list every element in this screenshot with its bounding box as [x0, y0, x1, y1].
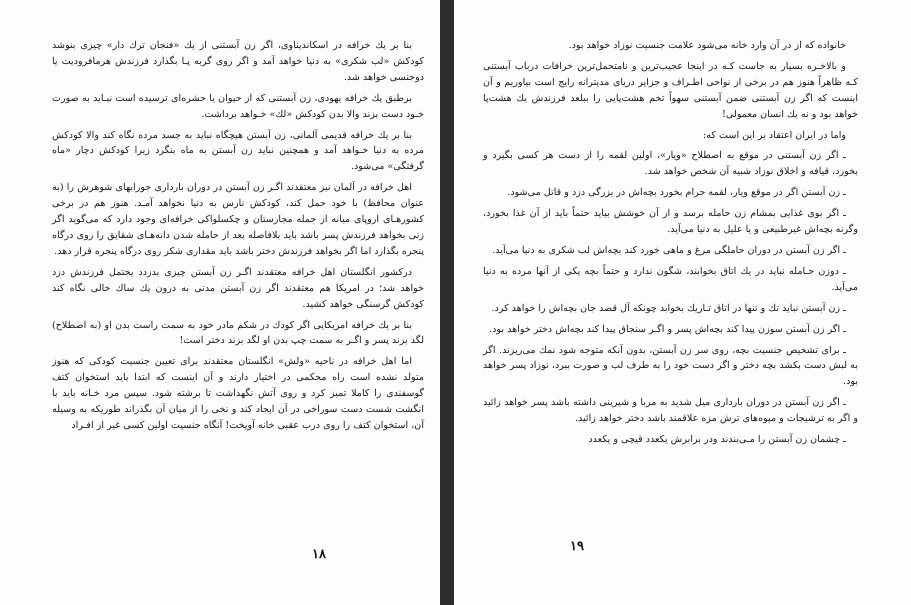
- left-page-text: [52, 38, 424, 439]
- paragraph: اهل خرافه در آلمان نیز معتقدند اگـر زن آبستن در دوران بارداری جورابهای شوهرش را (به عنوان محافظ) با خود حمل کند، کودکش نارس به دنیا نخواهد آمـد. هنوز هم در برخی کشورهـای اروپای میانه از جمله مجارستان و چکسلواکی خرافه‌ای وجود دارد که می‌گوید اگر زنی بخواهد فرزندش پسر باشد باید بلافاصله بعد از حامله شدن دانه‌هـای شقایق را روی درگاه پنجره بگذارد اما اگر بخواهد فرزندش دختر باشد باید مقداری شکر روی درگاه پنجره قرار دهد.: [52, 182, 424, 257]
- paragraph: اما اهل خرافه در ناحیه «ولش» انگلستان معتقدند برای تعیین جنسیت کودکی که هنوز متولد نشده است راه محکمی در اختیار دارند و آن اینست که ابتدا باید استخوان کتف گوسفندی را کاملا تمیز کرد و روی آتش نگهداشت تا برشته شود. سپس مرد خـانه باید با انگشت شست دست سوراخی در آن ایجاد کند و نخی را از میان آن بگذراند طوریکه به وسیله آن، استخوان کتف را روی درب عقبی خانه آویخت! آنگاه جنسیت اولین کسی غیر از افـراد: [52, 356, 424, 431]
- paragraph: واما در ایران اعتقاد بر این است که:: [703, 129, 846, 141]
- book-gutter: [440, 0, 454, 605]
- paragraph: ـ اگر بوی غذایی بمشام زن حامله برسد و از آن خوشش بیاید حتماً باید از آن غذا بخورد، وگرنه بچه‌اش غیرطبیعی و یا علیل به دنیا می‌آید.: [483, 208, 858, 236]
- right-page-number: ۱۹: [570, 539, 584, 554]
- right-page-text: [483, 38, 858, 453]
- paragraph: ـ اگر زن آبستنی در موقع به اصطلاح «ویار»، اولین لقمه را از دست هر کسی بگیرد و بخورد، قیافه و اخلاق نوزاد شبیه آن شخص خواهد شد.: [483, 150, 858, 178]
- paragraph: برطبق یك خرافه یهودی، زن آبستنی که از حیوان یا حشره‌ای ترسیده است نبـاید به صورت خـود دست بزند والا بدن کودکش «لك» خـواهد برداشت.: [52, 92, 424, 120]
- paragraph: ـ اگر زن آبستن در دوران بارداری میل شدید به مربا و شیرینی داشته باشد پسر خواهد زائید و اگر به ترشیجات و میوه‌های ترش مزه علاقمند باشد دختر خواهد زائید.: [483, 397, 858, 425]
- left-page-number: ۱۸: [312, 547, 326, 562]
- paragraph: ـ چشمان زن آبستن را مـی‌بندند ودر برابرش یکعدد قیچی و یکعدد: [588, 434, 846, 446]
- paragraph: ـ زن آبستن نباید تك و تنها در اتاق تـاریك بخوابد چونکه آل قصد جان بچه‌اش را خواهد کرد.: [491, 302, 846, 314]
- paragraph: ـ زن آبستن اگر در موقع ویار، لقمه حرام بخورد بچه‌اش در بزرگی دزد و قاتل می‌شود.: [507, 187, 846, 199]
- paragraph: بنا بر یك خرافه امریکایی اگر کودك در شکم مادر خود به سمت راست بدن او (به اصطلاح) لگد بزند پسر و اگـر به سمت چپ بدن او لگد بزند دختر است!: [52, 319, 424, 347]
- paragraph: بنا بر یك خرافه قدیمی آلمانی، زن آبستن هیچگاه نباید به جسد مرده نگاه کند والا کودکش مرده به دنیا خـواهد آمد و همچنین نباید زن آبستن به ماه بنگرد زیرا کودکش دچار «ماه گرفتگی» می‌شود.: [52, 129, 424, 173]
- paragraph: بنا بر یك خرافه در اسکاندیناوی، اگر زن آبستنی از یك «فنجان ترك دار» چیزی بنوشد کودکش «لب شکری» به دنیا خواهد آمد و اگر روی گربه پـا بگذارد فرزندش هرمافرودیت یا دوجنسی خواهد شد.: [52, 40, 424, 83]
- paragraph: خانواده که از در آن وارد خانه می‌شود علامت جنسیت نوزاد خواهد بود.: [568, 40, 846, 51]
- paragraph: ـ برای تشخیص جنسیت بچه، روی سر زن آبستن، بدون آنکه متوجه شود نمك می‌ریزند. اگر به لبش دست بکشد بچه دختر و اگر دست خود را به طرف لب و صورت ببرد، نوزاد پسر خواهد بود.: [483, 344, 858, 388]
- paragraph: و بالاخـره بسیار به جاست کـه در اینجا عجیب‌ترین و نامتحمل‌ترین خرافات درباب آبستنی کـه ظاهراً هنوز هم در برخی از نواحی اطـراف و جزایر دریای مدیترانه رایج است بیاوریم و آن اینست که اگر زن آبستنی ضمن آبستنی سهواً تخم هشت‌پایی را ببلعد فرزندش یك هشت‌پا خواهد بود و نه یك انسان معمولی!: [483, 60, 858, 120]
- paragraph: ـ دوزن حـامله نباید در یك اتاق بخوابند، شگون ندارد و حتماً بچه یکی از آنها مرده به دنیا می‌آید.: [483, 265, 858, 293]
- paragraph: ـ اگر زن آبستن سوزن پیدا کند بچه‌اش پسر و اگـر سنجاق پیدا کند بچه‌اش دختر خواهد بود.: [489, 323, 846, 335]
- paragraph: درکشور انگلستان اهل خرافه معتقدند اگـر زن آبستن چیزی بدزدد یحتمل فرزندش دزد خواهد شد؛ در امریکا هم معتقدند اگر زن آبستن مدتی به درون یك ساك خالی نگاه کند کودکش گرسنگی خواهد کشید.: [52, 266, 424, 310]
- paragraph: ـ اگر زن آبستن در دوران حاملگی مرغ و ماهی خورد کند بچه‌اش لب شکری به دنیا می‌آید.: [492, 244, 846, 256]
